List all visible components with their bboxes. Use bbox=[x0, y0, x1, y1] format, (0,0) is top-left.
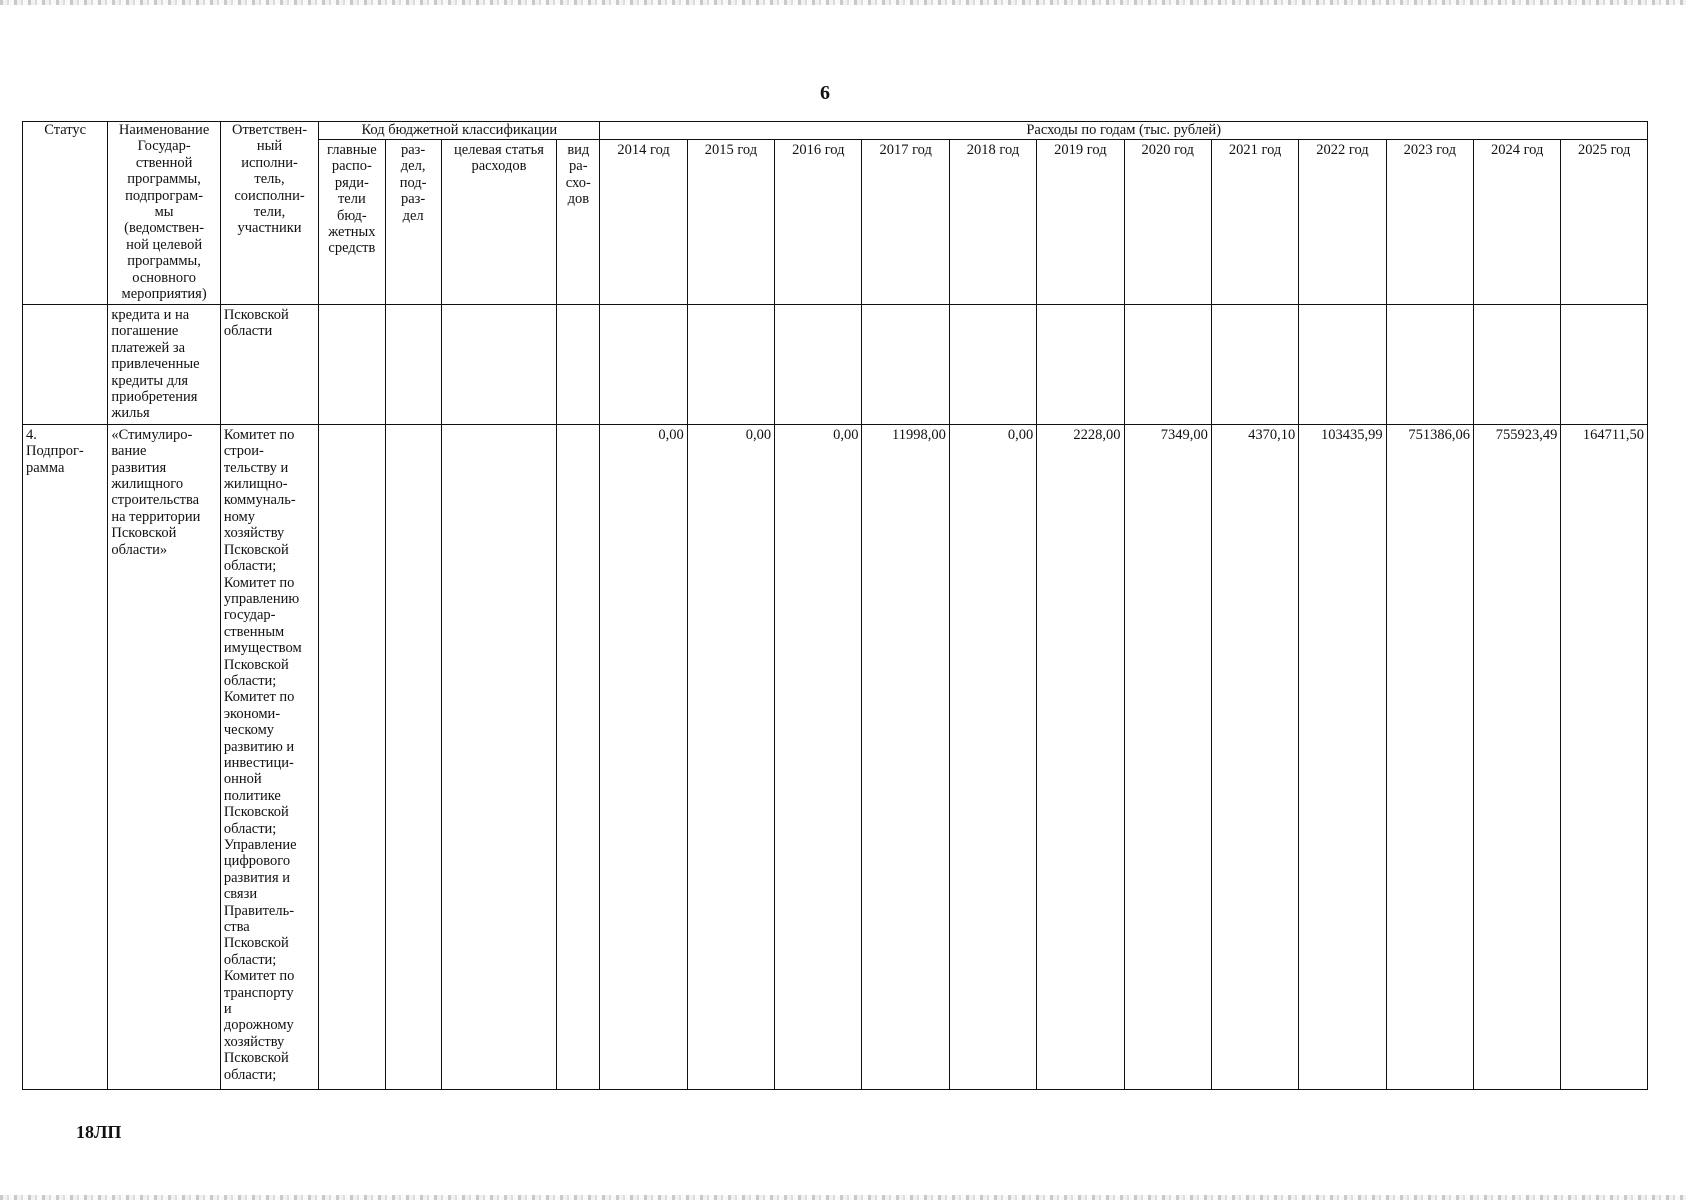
row-value-2025: 164711,50 bbox=[1561, 424, 1648, 1089]
row-responsible: Псковской области bbox=[220, 305, 318, 425]
table-row bbox=[23, 305, 1648, 425]
header-row-top bbox=[23, 122, 1648, 140]
row-value-2019 bbox=[1037, 305, 1124, 425]
header-expense-type: вид ра- схо- дов bbox=[557, 140, 600, 305]
row-code-cell bbox=[385, 424, 441, 1089]
header-year-2018: 2018 год bbox=[949, 140, 1036, 305]
row-value-2025 bbox=[1561, 305, 1648, 425]
row-code-cell bbox=[441, 424, 556, 1089]
header-budget-code: Код бюджетной классификации bbox=[319, 122, 600, 140]
row-value-2019: 2228,00 bbox=[1037, 424, 1124, 1089]
header-chief-administrator: главные распо- ряди- тели бюд- жетных средств bbox=[319, 140, 385, 305]
row-value-2016: 0,00 bbox=[775, 424, 862, 1089]
page-number: 6 bbox=[820, 82, 830, 104]
footer-code: 18ЛП bbox=[76, 1122, 122, 1142]
row-value-2020 bbox=[1124, 305, 1211, 425]
row-value-2024: 755923,49 bbox=[1473, 424, 1560, 1089]
row-value-2022 bbox=[1299, 305, 1386, 425]
row-name: «Стимулиро- вание развития жилищного строительства на территории Псковской области» bbox=[108, 424, 220, 1089]
header-status: Статус bbox=[23, 122, 108, 305]
row-value-2021 bbox=[1211, 305, 1298, 425]
header-year-2016: 2016 год bbox=[775, 140, 862, 305]
header-year-2015: 2015 год bbox=[687, 140, 774, 305]
header-year-2020: 2020 год bbox=[1124, 140, 1211, 305]
row-value-2023 bbox=[1386, 305, 1473, 425]
row-code-cell bbox=[557, 305, 600, 425]
row-code-cell bbox=[385, 305, 441, 425]
row-value-2018 bbox=[949, 305, 1036, 425]
scan-edge-top bbox=[0, 0, 1686, 5]
header-year-2023: 2023 год bbox=[1386, 140, 1473, 305]
row-value-2017 bbox=[862, 305, 949, 425]
row-value-2016 bbox=[775, 305, 862, 425]
header-year-2022: 2022 год bbox=[1299, 140, 1386, 305]
table-row bbox=[23, 424, 1648, 1089]
header-target-item: целевая статья расходов bbox=[441, 140, 556, 305]
row-name: кредита и на погашение платежей за привлеченные кредиты для приобретения жилья bbox=[108, 305, 220, 425]
row-code-cell bbox=[319, 305, 385, 425]
header-expenses: Расходы по годам (тыс. рублей) bbox=[600, 122, 1648, 140]
header-year-2024: 2024 год bbox=[1473, 140, 1560, 305]
header-year-2021: 2021 год bbox=[1211, 140, 1298, 305]
row-value-2024 bbox=[1473, 305, 1560, 425]
row-code-cell bbox=[441, 305, 556, 425]
row-value-2015: 0,00 bbox=[687, 424, 774, 1089]
header-year-2019: 2019 год bbox=[1037, 140, 1124, 305]
row-value-2014: 0,00 bbox=[600, 424, 687, 1089]
row-value-2017: 11998,00 bbox=[862, 424, 949, 1089]
header-name: Наименование Государ- ственной программы, подпрограм- мы (ведомствен- ной целевой программы, основного мероприятия) bbox=[108, 122, 220, 305]
row-status bbox=[23, 305, 108, 425]
row-code-cell bbox=[557, 424, 600, 1089]
row-value-2015 bbox=[687, 305, 774, 425]
budget-table bbox=[22, 121, 1648, 1090]
header-year-2014: 2014 год bbox=[600, 140, 687, 305]
scan-edge-bottom bbox=[0, 1195, 1686, 1200]
row-code-cell bbox=[319, 424, 385, 1089]
header-year-2017: 2017 год bbox=[862, 140, 949, 305]
row-value-2022: 103435,99 bbox=[1299, 424, 1386, 1089]
row-value-2020: 7349,00 bbox=[1124, 424, 1211, 1089]
row-value-2014 bbox=[600, 305, 687, 425]
row-value-2021: 4370,10 bbox=[1211, 424, 1298, 1089]
row-value-2018: 0,00 bbox=[949, 424, 1036, 1089]
row-responsible: Комитет по строи- тельству и жилищно- коммуналь- ному хозяйству Псковской области; Комитет по управлению государ- ственным имуществом Псковской области; Комитет по экономи- ческому развитию и инвестици- онной политике Псковской области; Управление цифрового развития и связи Правитель- ства Псковской области; Комитет по транспорту и дорожному хозяйству Псковской области; bbox=[220, 424, 318, 1089]
row-value-2023: 751386,06 bbox=[1386, 424, 1473, 1089]
header-section: раз- дел, под- раз- дел bbox=[385, 140, 441, 305]
header-year-2025: 2025 год bbox=[1561, 140, 1648, 305]
row-status: 4. Подпрог- рамма bbox=[23, 424, 108, 1089]
header-responsible: Ответствен- ный исполни- тель, соисполни- тели, участники bbox=[220, 122, 318, 305]
